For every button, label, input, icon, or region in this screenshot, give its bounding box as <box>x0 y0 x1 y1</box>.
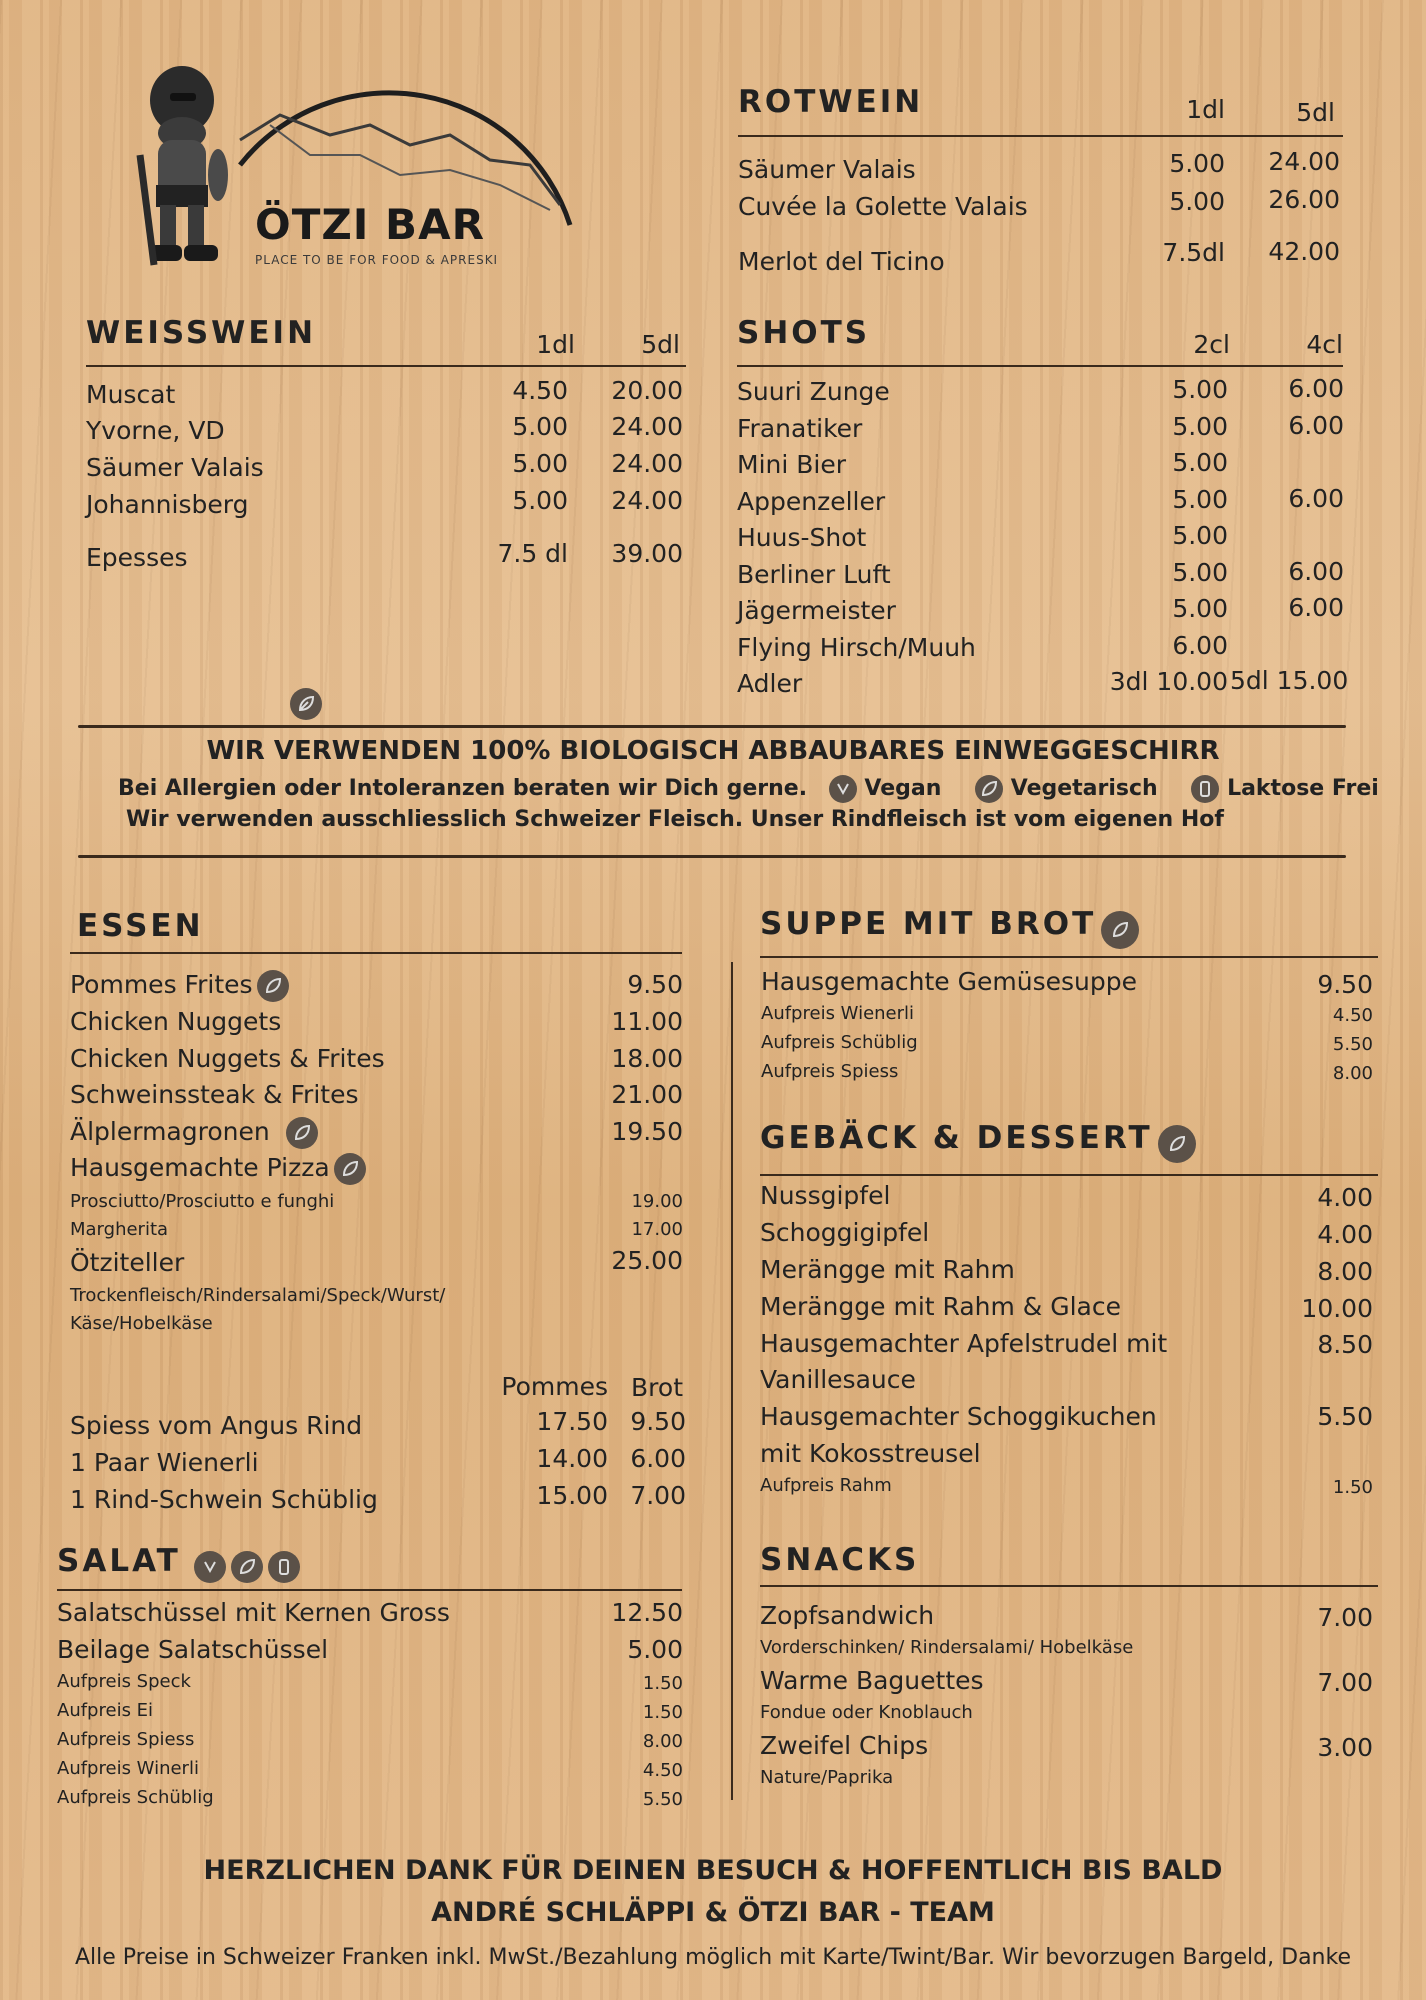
shots-item-name: Appenzeller <box>737 486 886 516</box>
essen-item-price: 9.50 <box>627 970 683 999</box>
essen-item-name: Chicken Nuggets <box>70 1007 282 1036</box>
salat-item-name: Beilage Salatschüssel <box>57 1635 329 1664</box>
shots-item-price-2cl: 5.00 <box>1172 375 1228 404</box>
shots-item-price-2cl: 5.00 <box>1172 448 1228 477</box>
essen-dual-price-brot: 6.00 <box>630 1444 686 1473</box>
suppe-extra-price: 8.00 <box>1332 1063 1373 1084</box>
weisswein-item-name: Yvorne, VD <box>86 416 225 445</box>
shots-item-name: Adler <box>737 669 803 698</box>
dessert-item-name: Merängge mit Rahm & Glace <box>760 1292 1121 1321</box>
logo-tagline: PLACE TO BE FOR FOOD & APRESKI <box>255 253 499 267</box>
oetziteller-name: Ötziteller <box>70 1248 185 1277</box>
essen-title: ESSEN <box>77 908 204 944</box>
col-header-brot: Brot <box>631 1373 683 1402</box>
legend-laktose: Laktose Frei <box>1227 776 1379 801</box>
vegan-icon <box>829 775 857 803</box>
kuchen-name-cont: mit Kokosstreusel <box>760 1439 981 1468</box>
shots-item-price-4cl: 6.00 <box>1288 593 1344 622</box>
essen-item-price: 19.50 <box>611 1117 683 1146</box>
shots-item-price-4cl: 6.00 <box>1288 556 1344 586</box>
salat-extra-name: Aufpreis Winerli <box>57 1758 199 1779</box>
shots-item-price-2cl: 5.00 <box>1172 594 1228 623</box>
suppe-extra-price: 4.50 <box>1332 1005 1373 1026</box>
shots-item-name: Huus-Shot <box>737 523 867 552</box>
legend-vegetarisch: Vegetarisch <box>1010 776 1158 801</box>
dessert-item-name: Nussgipfel <box>760 1181 891 1210</box>
strudel-name: Hausgemachter Apfelstrudel mit <box>760 1329 1168 1358</box>
salat-item-price: 5.00 <box>627 1635 683 1664</box>
rahm-name: Aufpreis Rahm <box>760 1475 892 1496</box>
dessert-item-name: Schoggigipfel <box>760 1218 930 1247</box>
col-header-pommes: Pommes <box>501 1372 608 1401</box>
salat-header <box>57 1543 300 1583</box>
salat-title: SALAT <box>57 1543 181 1579</box>
shots-item-price-2cl: 5.00 <box>1172 484 1228 514</box>
shots-item-price-4cl: 6.00 <box>1288 410 1344 440</box>
vegetarian-icon <box>1158 1125 1196 1163</box>
dessert-item-price: 10.00 <box>1301 1294 1373 1323</box>
weisswein-item-price-1dl: 5.00 <box>512 412 568 441</box>
shots-item-name: Suuri Zunge <box>737 377 890 406</box>
snacks-rule <box>760 1585 1378 1587</box>
dessert-item-price: 8.00 <box>1317 1257 1373 1286</box>
weisswein-item-price-5dl: 24.00 <box>611 412 683 441</box>
rahm-price: 1.50 <box>1332 1477 1373 1498</box>
salat-extra-price: 8.00 <box>642 1731 683 1752</box>
rotwein-rule <box>738 135 1343 137</box>
rotwein-item-name: Merlot del Ticino <box>738 247 945 276</box>
pizza-variant-name: Margherita <box>70 1219 169 1240</box>
salat-extra-price: 1.50 <box>642 1702 683 1723</box>
essen-dual-name: 1 Paar Wienerli <box>70 1448 259 1477</box>
suppe-extra-name: Aufpreis Spiess <box>761 1061 899 1082</box>
pizza-variant-name: Prosciutto/Prosciutto e funghi <box>70 1191 335 1212</box>
lactose-free-icon <box>1191 775 1219 803</box>
shots-item-name: Mini Bier <box>737 450 847 479</box>
snack-item-desc: Nature/Paprika <box>760 1767 894 1788</box>
legend-vegan: Vegan <box>864 776 942 801</box>
shots-title: SHOTS <box>737 315 871 351</box>
weisswein-item-price-5dl: 24.00 <box>611 486 683 515</box>
footer-line3: Alle Preise in Schweizer Franken inkl. MwSt./Bezahlung möglich mit Karte/Twint/Bar. Wir bevorzugen Bargeld, Danke <box>75 1945 1351 1970</box>
snack-item-desc: Vorderschinken/ Rindersalami/ Hobelkäse <box>760 1637 1134 1658</box>
essen-item-name: Schweinssteak & Frites <box>70 1080 359 1109</box>
essen-item-name: Älplermagronen <box>70 1117 318 1149</box>
snack-item-name: Zopfsandwich <box>760 1601 935 1630</box>
weisswein-item-name: Säumer Valais <box>86 453 264 482</box>
rotwein-col2: 5dl <box>1296 98 1335 127</box>
weisswein-item-name: Muscat <box>86 380 176 409</box>
weisswein-item-price-1dl: 7.5 dl <box>497 539 568 568</box>
shots-item-price-4cl: 5dl 15.00 <box>1230 666 1349 695</box>
essen-item-name: Chicken Nuggets & Frites <box>70 1044 385 1073</box>
logo <box>130 45 580 280</box>
kuchen-name: Hausgemachter Schoggikuchen <box>760 1402 1157 1431</box>
essen-item-name: Hausgemachte Pizza <box>70 1153 366 1185</box>
salat-extra-price: 5.50 <box>642 1789 683 1810</box>
oetziteller-price: 25.00 <box>611 1246 683 1275</box>
dessert-item-name: Merängge mit Rahm <box>760 1255 1015 1284</box>
essen-item-name: Pommes Frites <box>70 970 289 1002</box>
suppe-item-name: Hausgemachte Gemüsesuppe <box>761 967 1137 996</box>
notice-bottom-rule <box>78 855 1346 858</box>
snack-item-price: 7.00 <box>1317 1668 1373 1697</box>
rotwein-item-name: Cuvée la Golette Valais <box>738 192 1028 221</box>
rotwein-item-price-1dl: 7.5dl <box>1162 238 1225 267</box>
pizza-variant-price: 17.00 <box>631 1219 683 1240</box>
weisswein-item-price-1dl: 5.00 <box>512 449 568 478</box>
rotwein-item-name: Säumer Valais <box>738 155 916 184</box>
strudel-name-cont: Vanillesauce <box>760 1365 916 1394</box>
notice-line2: Bei Allergien oder Intoleranzen beraten wir Dich gerne. <box>118 776 808 801</box>
suppe-extra-name: Aufpreis Wienerli <box>761 1003 915 1024</box>
shots-item-price-2cl: 3dl 10.00 <box>1109 667 1228 696</box>
snack-item-desc: Fondue oder Knoblauch <box>760 1702 973 1723</box>
dessert-header <box>760 1120 1196 1163</box>
shots-item-name: Jägermeister <box>737 596 896 625</box>
essen-dual-name: 1 Rind-Schwein Schüblig <box>70 1485 378 1514</box>
essen-dual-name: Spiess vom Angus Rind <box>70 1411 363 1440</box>
vegetarian-icon <box>1101 911 1139 949</box>
snacks-title: SNACKS <box>760 1542 920 1578</box>
kuchen-price: 5.50 <box>1317 1402 1373 1431</box>
vegan-icon <box>257 970 289 1002</box>
dessert-rule <box>760 1174 1378 1176</box>
shots-item-name: Berliner Luft <box>737 559 891 589</box>
weisswein-item-price-5dl: 20.00 <box>611 376 683 405</box>
essen-item-price: 11.00 <box>611 1007 683 1036</box>
suppe-extra-price: 5.50 <box>1332 1034 1373 1055</box>
essen-item-price: 21.00 <box>611 1080 683 1109</box>
dessert-item-price: 4.00 <box>1317 1183 1373 1212</box>
essen-item-price: 18.00 <box>611 1044 683 1073</box>
vegetarian-icon <box>290 688 322 720</box>
shots-item-price-2cl: 5.00 <box>1172 411 1228 441</box>
salat-extra-price: 4.50 <box>642 1760 683 1781</box>
suppe-header <box>760 906 1139 949</box>
essen-dual-price-pommes: 17.50 <box>536 1407 608 1436</box>
notice-line3: Wir verwenden ausschliesslich Schweizer Fleisch. Unser Rindfleisch ist vom eigenen Hof <box>126 807 1224 832</box>
notice-line1: WIR VERWENDEN 100% BIOLOGISCH ABBAUBARES EINWEGGESCHIRR <box>206 736 1220 766</box>
vegetarian-legend-icon <box>975 775 1003 803</box>
footer-line1: HERZLICHEN DANK FÜR DEINEN BESUCH & HOFFENTLICH BIS BALD <box>203 1855 1223 1886</box>
notice-line2-row <box>118 772 1379 806</box>
rotwein-col1: 1dl <box>1186 95 1225 124</box>
weisswein-rule <box>86 365 686 367</box>
essen-dual-price-pommes: 14.00 <box>536 1444 608 1473</box>
essen-dual-price-brot: 9.50 <box>630 1407 686 1436</box>
weisswein-item-price-1dl: 4.50 <box>512 376 568 405</box>
vegan-icon <box>194 1551 226 1583</box>
rotwein-title: ROTWEIN <box>738 84 924 120</box>
weisswein-item-name: Johannisberg <box>86 490 249 519</box>
rotwein-item-price-5dl: 26.00 <box>1268 185 1340 214</box>
shots-item-name: Flying Hirsch/Muuh <box>737 632 976 662</box>
rotwein-item-price-1dl: 5.00 <box>1169 187 1225 216</box>
essen-dual-price-brot: 7.00 <box>630 1481 686 1510</box>
shots-col2: 4cl <box>1306 330 1343 359</box>
suppe-title: SUPPE MIT BROT <box>760 906 1097 942</box>
pizza-variant-price: 19.00 <box>631 1191 683 1212</box>
shots-item-price-4cl: 6.00 <box>1288 483 1344 513</box>
shots-item-price-4cl: 6.00 <box>1288 374 1344 403</box>
weisswein-col1: 1dl <box>536 330 575 359</box>
shots-item-price-2cl: 5.00 <box>1172 521 1228 550</box>
vegetarian-icon <box>286 1117 318 1149</box>
column-divider <box>731 962 733 1800</box>
lactose-free-icon <box>268 1551 300 1583</box>
shots-item-price-2cl: 5.00 <box>1172 557 1228 587</box>
salat-extra-name: Aufpreis Speck <box>57 1671 191 1692</box>
salat-extra-price: 1.50 <box>642 1673 683 1694</box>
shots-item-name: Franatiker <box>737 413 863 443</box>
rotwein-item-price-5dl: 42.00 <box>1268 237 1340 266</box>
salat-extra-name: Aufpreis Ei <box>57 1700 154 1721</box>
weisswein-item-price-5dl: 39.00 <box>611 539 683 568</box>
salat-extra-name: Aufpreis Spiess <box>57 1729 195 1750</box>
essen-rule <box>70 952 682 954</box>
notice-top-rule <box>78 725 1346 728</box>
oetziteller-desc: Trockenfleisch/Rindersalami/Speck/Wurst/ <box>70 1285 446 1306</box>
weisswein-item-price-1dl: 5.00 <box>512 486 568 515</box>
suppe-extra-name: Aufpreis Schüblig <box>761 1032 918 1053</box>
footer-line2: ANDRÉ SCHLÄPPI & ÖTZI BAR - TEAM <box>431 1897 995 1928</box>
weisswein-col2: 5dl <box>641 330 680 359</box>
shots-col1: 2cl <box>1193 330 1230 359</box>
dessert-item-price: 4.00 <box>1317 1220 1373 1249</box>
rotwein-item-price-1dl: 5.00 <box>1169 149 1225 178</box>
rotwein-item-price-5dl: 24.00 <box>1268 147 1340 176</box>
suppe-rule <box>760 956 1378 958</box>
snack-item-name: Zweifel Chips <box>760 1731 929 1760</box>
salat-item-price: 12.50 <box>611 1598 683 1627</box>
dessert-title: GEBÄCK & DESSERT <box>760 1120 1153 1156</box>
weisswein-item-price-5dl: 24.00 <box>611 449 683 478</box>
snack-item-price: 3.00 <box>1317 1733 1373 1762</box>
salat-item-name: Salatschüssel mit Kernen Gross <box>57 1598 450 1627</box>
snack-item-name: Warme Baguettes <box>760 1666 984 1695</box>
shots-item-price-2cl: 6.00 <box>1172 630 1228 660</box>
weisswein-title: WEISSWEIN <box>86 315 317 351</box>
vegetarian-icon <box>334 1153 366 1185</box>
salat-rule <box>57 1589 682 1591</box>
logo-name: ÖTZI BAR <box>255 200 485 249</box>
essen-dual-price-pommes: 15.00 <box>536 1481 608 1510</box>
suppe-item-price: 9.50 <box>1317 970 1373 999</box>
weisswein-item-name: Epesses <box>86 543 188 572</box>
vegetarian-icon <box>231 1551 263 1583</box>
shots-rule <box>737 365 1343 367</box>
salat-extra-name: Aufpreis Schüblig <box>57 1787 214 1808</box>
strudel-price: 8.50 <box>1317 1330 1373 1359</box>
oetziteller-desc: Käse/Hobelkäse <box>70 1313 213 1334</box>
snack-item-price: 7.00 <box>1317 1603 1373 1632</box>
